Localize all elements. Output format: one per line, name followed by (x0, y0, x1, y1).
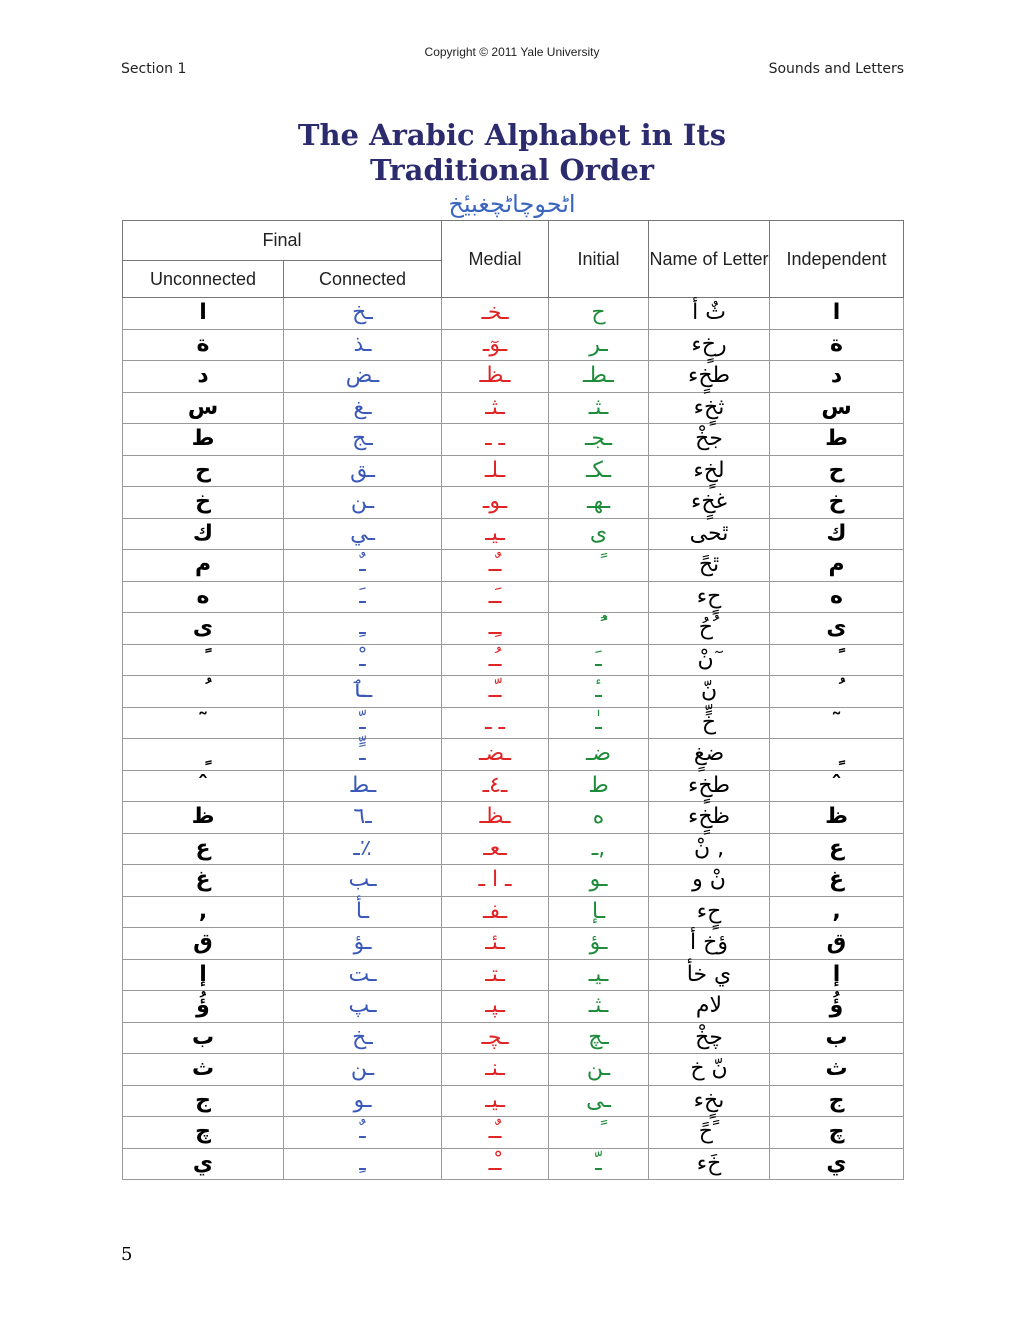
table-row (123, 833, 904, 865)
cell-independent: إ (770, 959, 904, 991)
cell-initial: ـ, (549, 833, 649, 865)
cell-medial: ـّـ (442, 676, 549, 708)
cell-initial: ـهـ (549, 487, 649, 519)
cell-connected: ـخ (284, 1022, 442, 1054)
cell-initial (549, 581, 649, 613)
cell-medial: ـيـ (442, 1085, 549, 1117)
table-row (123, 676, 904, 708)
cell-medial: ـ٤ـ (442, 770, 549, 802)
arabic-subtitle: اٹحوچاٹچغبیٔخ (448, 190, 576, 218)
table-row (123, 518, 904, 550)
cell-initial: ـيـ (549, 959, 649, 991)
cell-medial: ـوـ (442, 487, 549, 519)
header-medial: Medial (442, 221, 549, 298)
cell-initial: ح (549, 298, 649, 330)
cell-connected: ـٱ (284, 676, 442, 708)
cell-initial: ط (549, 770, 649, 802)
cell-connected: ـؤ (284, 928, 442, 960)
cell-name: چخْ (649, 1022, 770, 1054)
cell-independent: ع (770, 833, 904, 865)
cell-medial: ـ ا ـ (442, 865, 549, 897)
cell-medial: ـتـ (442, 959, 549, 991)
alphabet-table (122, 220, 904, 1180)
cell-independent (770, 739, 904, 771)
cell-initial: ـى (549, 1085, 649, 1117)
table-row (123, 959, 904, 991)
table-row (123, 392, 904, 424)
cell-unconnected: ط (123, 424, 284, 456)
cell-name: طخٍء (649, 361, 770, 393)
cell-name: حُ ُ (649, 613, 770, 645)
cell-name: رخٍء (649, 329, 770, 361)
cell-unconnected: س (123, 392, 284, 424)
cell-initial: ـثـ (549, 392, 649, 424)
cell-independent: ح (770, 455, 904, 487)
cell-unconnected: ؤُ (123, 991, 284, 1023)
cell-initial: ـر (549, 329, 649, 361)
cell-independent: چ (770, 1117, 904, 1149)
table-body (123, 298, 904, 1180)
cell-independent: ظ (770, 802, 904, 834)
cell-connected: ـِ (284, 1148, 442, 1180)
cell-independent: ة (770, 329, 904, 361)
cell-unconnected (123, 676, 284, 708)
cell-unconnected (123, 644, 284, 676)
cell-independent: ث (770, 1054, 904, 1086)
cell-name: جخْ (649, 424, 770, 456)
cell-medial: ـعـ (442, 833, 549, 865)
cell-unconnected: , (123, 896, 284, 928)
cell-unconnected: ج (123, 1085, 284, 1117)
cell-name: لام (649, 991, 770, 1023)
cell-name: ظخٍء (649, 802, 770, 834)
cell-name: خَء (649, 1148, 770, 1180)
cell-independent: ج (770, 1085, 904, 1117)
cell-unconnected: ب (123, 1022, 284, 1054)
cell-medial: ـثـ (442, 392, 549, 424)
cell-initial: ـٔ (549, 676, 649, 708)
cell-medial: ـظـ (442, 361, 549, 393)
cell-medial: ـيـ (442, 518, 549, 550)
header-independent: Independent (770, 221, 904, 298)
cell-unconnected: ك (123, 518, 284, 550)
cell-initial: ـّ (549, 1148, 649, 1180)
cell-unconnected: ˆ (123, 770, 284, 802)
cell-medial: ـ ـ (442, 707, 549, 739)
cell-unconnected: ح (123, 455, 284, 487)
table-row (123, 1117, 904, 1149)
cell-initial: ـإ (549, 896, 649, 928)
cell-independent: ك (770, 518, 904, 550)
cell-initial (549, 550, 649, 582)
cell-name: نْ , (649, 833, 770, 865)
cell-medial: ـُـ (442, 644, 549, 676)
table-row (123, 1054, 904, 1086)
table-row (123, 329, 904, 361)
cell-independent: ˜ (770, 707, 904, 739)
cell-initial (549, 1117, 649, 1149)
cell-independent: ب (770, 1022, 904, 1054)
cell-name: خٍّ (649, 707, 770, 739)
table-row (123, 802, 904, 834)
cell-medial: ـِـ (442, 613, 549, 645)
cell-connected: ـأ (284, 896, 442, 928)
cell-initial: ه (549, 802, 649, 834)
table-row (123, 487, 904, 519)
cell-connected: ـٌ (284, 1117, 442, 1149)
cell-initial: ـچ (549, 1022, 649, 1054)
cell-unconnected: چ (123, 1117, 284, 1149)
cell-connected: ـج (284, 424, 442, 456)
cell-connected: ـَ (284, 581, 442, 613)
header-connected: Connected (284, 261, 442, 298)
cell-name: ؤخ أ (649, 928, 770, 960)
cell-medial: ـخـ (442, 298, 549, 330)
cell-initial: ـثـ (549, 991, 649, 1023)
cell-independent: ط (770, 424, 904, 456)
cell-name: ي خأ (649, 959, 770, 991)
cell-connected: ـط (284, 770, 442, 802)
cell-unconnected: د (123, 361, 284, 393)
cell-name: لخٍء (649, 455, 770, 487)
cell-name: نْ ٓ (649, 644, 770, 676)
table-row (123, 550, 904, 582)
cell-name: ٿحً (649, 550, 770, 582)
cell-medial: ـ ـ (442, 424, 549, 456)
page-title (0, 118, 1024, 188)
header-initial: Initial (549, 221, 649, 298)
page-number: 5 (121, 1244, 133, 1265)
header-unconnected: Unconnected (123, 261, 284, 298)
table-row (123, 896, 904, 928)
cell-unconnected: ع (123, 833, 284, 865)
cell-name: ثٌ أ (649, 298, 770, 330)
cell-unconnected: ه (123, 581, 284, 613)
cell-medial: ـلـ (442, 455, 549, 487)
cell-independent: س (770, 392, 904, 424)
cell-initial: ـَ (549, 644, 649, 676)
cell-medial: ـچـ (442, 1022, 549, 1054)
cell-connected: ـٌ (284, 550, 442, 582)
table-row (123, 644, 904, 676)
cell-name: حً ً (649, 1117, 770, 1149)
header-name-of-letter: Name of Letter (649, 221, 770, 298)
cell-medial: ـپـ (442, 991, 549, 1023)
cell-independent: م (770, 550, 904, 582)
cell-connected: ـو (284, 1085, 442, 1117)
cell-name: حٍء (649, 896, 770, 928)
cell-independent: غ (770, 865, 904, 897)
cell-unconnected: ظ (123, 802, 284, 834)
cell-connected: ـپ (284, 991, 442, 1023)
cell-unconnected (123, 739, 284, 771)
cell-medial: ـْـ (442, 1148, 549, 1180)
cell-independent: ؤُ (770, 991, 904, 1023)
cell-medial: ـفـ (442, 896, 549, 928)
cell-independent: ي (770, 1148, 904, 1180)
cell-connected: ـّ (284, 707, 442, 739)
cell-name: ضغٍ (649, 739, 770, 771)
cell-initial: ـجـ (549, 424, 649, 456)
cell-unconnected: ة (123, 329, 284, 361)
cell-name: حٍء (649, 581, 770, 613)
cell-independent: د (770, 361, 904, 393)
cell-initial: ـكـ (549, 455, 649, 487)
cell-initial: ى (549, 518, 649, 550)
cell-connected: ـِ (284, 613, 442, 645)
cell-unconnected: م (123, 550, 284, 582)
cell-unconnected: ث (123, 1054, 284, 1086)
table-row (123, 865, 904, 897)
table-row (123, 1022, 904, 1054)
cell-name: نْ و (649, 865, 770, 897)
cell-connected: ـذ (284, 329, 442, 361)
cell-initial: ـن (549, 1054, 649, 1086)
cell-name: طخٍء (649, 770, 770, 802)
cell-independent: ق (770, 928, 904, 960)
cell-connected: ـ٦ (284, 802, 442, 834)
cell-independent: ˆ (770, 770, 904, 802)
cell-medial: ـضـ (442, 739, 549, 771)
table-row (123, 581, 904, 613)
cell-independent (770, 676, 904, 708)
section-label: Section 1 (121, 61, 187, 77)
cell-name: ثخٍء (649, 392, 770, 424)
cell-name: ٿحى (649, 518, 770, 550)
table-row (123, 739, 904, 771)
cell-independent: ى (770, 613, 904, 645)
table-row (123, 1148, 904, 1180)
cell-independent: , (770, 896, 904, 928)
table-row (123, 707, 904, 739)
cell-unconnected: خ (123, 487, 284, 519)
cell-initial: ـٰ (549, 707, 649, 739)
cell-unconnected: غ (123, 865, 284, 897)
cell-connected: ـق (284, 455, 442, 487)
cell-connected: ـغ (284, 392, 442, 424)
cell-unconnected: ق (123, 928, 284, 960)
cell-connected: ـي (284, 518, 442, 550)
cell-initial (549, 613, 649, 645)
cell-independent: خ (770, 487, 904, 519)
cell-medial: ـٌـ (442, 550, 549, 582)
cell-name: نّ خ (649, 1054, 770, 1086)
cell-name: نّ (649, 676, 770, 708)
cell-unconnected: إ (123, 959, 284, 991)
cell-unconnected: ى (123, 613, 284, 645)
cell-name: ىخٍء (649, 1085, 770, 1117)
table-row (123, 424, 904, 456)
cell-connected: ـٍّ (284, 739, 442, 771)
cell-medial: ـئـ (442, 928, 549, 960)
cell-connected: ـت (284, 959, 442, 991)
cell-connected: ـض (284, 361, 442, 393)
cell-connected: ـن (284, 1054, 442, 1086)
cell-connected: ـن (284, 487, 442, 519)
cell-initial: ـطـ (549, 361, 649, 393)
cell-name: غخٍء (649, 487, 770, 519)
cell-medial: ـوٓـ (442, 329, 549, 361)
table-row (123, 298, 904, 330)
cell-medial: ـَـ (442, 581, 549, 613)
copyright-notice: Copyright © 2011 Yale University (424, 45, 600, 59)
cell-connected: ـْ (284, 644, 442, 676)
cell-unconnected: ا (123, 298, 284, 330)
cell-connected: ـخ (284, 298, 442, 330)
table-row (123, 770, 904, 802)
cell-medial: ـظـ (442, 802, 549, 834)
cell-connected: ـ٪ (284, 833, 442, 865)
table-row (123, 928, 904, 960)
topic-label: Sounds and Letters (768, 61, 904, 77)
cell-connected: ـب (284, 865, 442, 897)
cell-independent: ا (770, 298, 904, 330)
table-row (123, 1085, 904, 1117)
cell-initial: ضـ (549, 739, 649, 771)
table-row (123, 613, 904, 645)
cell-medial: ـٌـ (442, 1117, 549, 1149)
cell-initial: ـؤ (549, 928, 649, 960)
cell-unconnected: ي (123, 1148, 284, 1180)
cell-initial: ـو (549, 865, 649, 897)
header-final: Final (123, 221, 442, 261)
table-row (123, 455, 904, 487)
cell-independent: ه (770, 581, 904, 613)
title-line-2: Traditional Order (369, 153, 655, 187)
title-line-1: The Arabic Alphabet in Its (297, 118, 727, 152)
cell-medial: ـنـ (442, 1054, 549, 1086)
cell-independent (770, 644, 904, 676)
cell-unconnected: ˜ (123, 707, 284, 739)
table-row (123, 361, 904, 393)
table-row (123, 991, 904, 1023)
